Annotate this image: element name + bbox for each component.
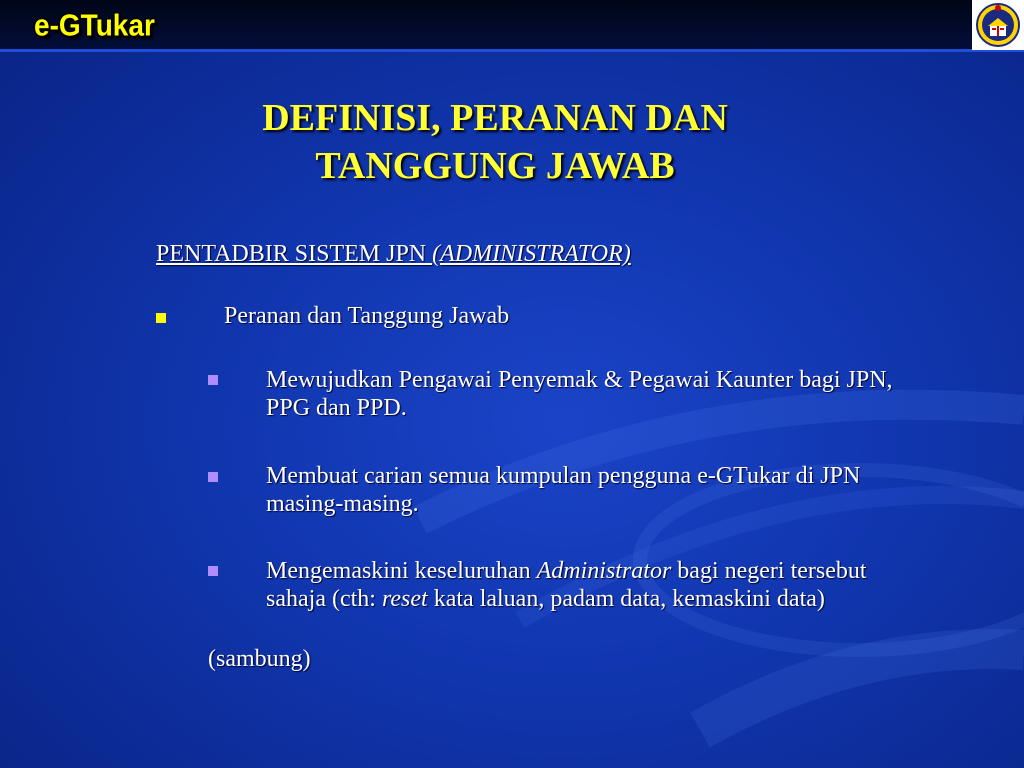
section-heading: [156, 241, 631, 268]
list-item-2: Membuat carian semua kumpulan pengguna e-GTukar di JPN masing-masing.: [266, 463, 861, 517]
list-item-3-italic1: Administrator: [536, 558, 672, 584]
list-item-3-part1: Mengemaskini keseluruhan: [266, 558, 537, 584]
square-bullet-icon: [156, 313, 166, 323]
square-bullet-icon: [208, 566, 218, 576]
top-banner: [0, 0, 1024, 52]
slide-title: [150, 94, 840, 190]
section-heading-main: PENTADBIR SISTEM JPN: [156, 241, 433, 267]
list-item-1: Mewujudkan Pengawai Penyemak & Pegawai Kaunter bagi JPN, PPG dan PPD.: [266, 367, 893, 421]
level1-item-label: Peranan dan Tanggung Jawab: [224, 303, 510, 329]
title-line-1: DEFINISI, PERANAN DAN: [262, 97, 728, 139]
square-bullet-icon: [208, 375, 218, 385]
crest-logo-icon: [972, 0, 1024, 50]
square-bullet-icon: [208, 472, 218, 482]
list-item-3-part3: kata laluan, padam data, kemaskini data): [427, 586, 825, 612]
continued-note: (sambung): [208, 646, 311, 672]
brand-logo-text: e-GTukar: [34, 8, 155, 43]
list-item-3: [266, 557, 926, 613]
section-heading-italic: (ADMINISTRATOR): [432, 241, 631, 267]
list-item-3-italic2: reset: [381, 586, 428, 612]
list-item-3-part2: bagi negeri tersebut sahaja (cth:: [266, 558, 867, 612]
title-line-2: TANGGUNG JAWAB: [315, 145, 675, 187]
